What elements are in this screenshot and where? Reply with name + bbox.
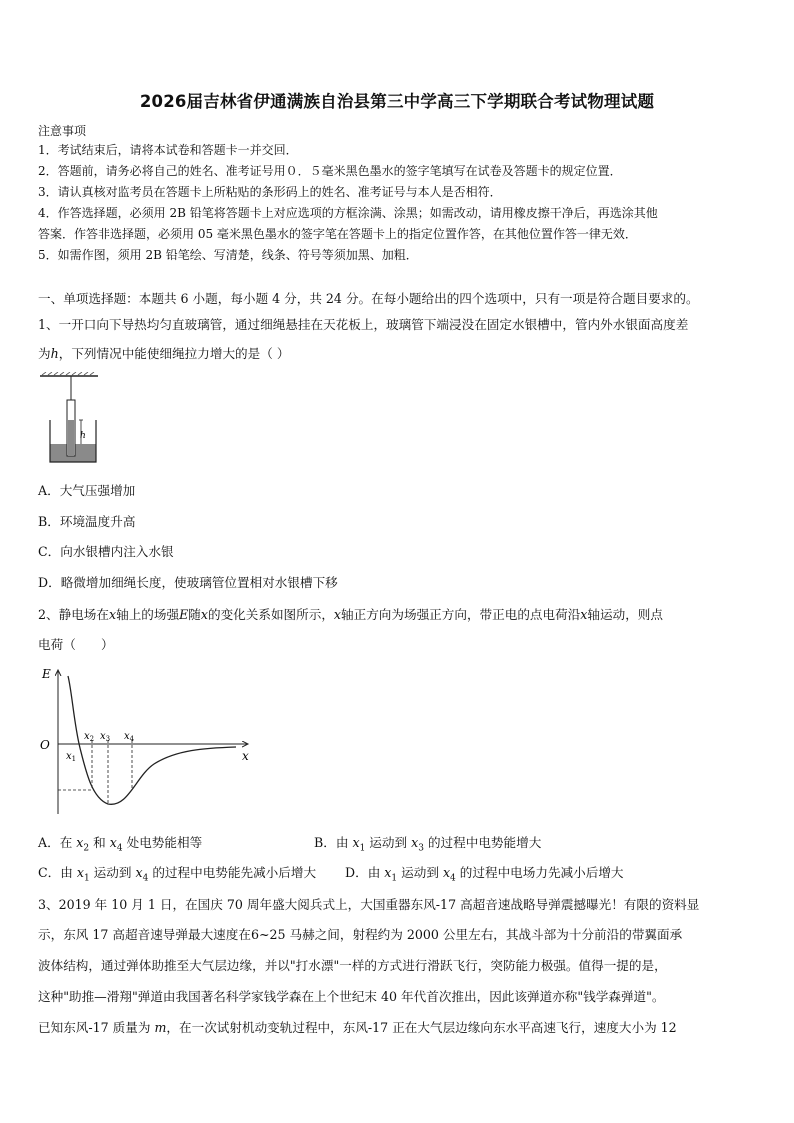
tick-x1: $x_1$	[66, 751, 77, 763]
notice-heading: 注意事项	[38, 124, 87, 138]
tick-x2: $x_2$	[84, 731, 95, 743]
notice-item-2: 2．答题前，请务必将自己的姓名、准考证号用０．５毫米黑色墨水的签字笔填写在试卷及答题卡的规定位置．	[38, 164, 622, 178]
section-heading: 一、单项选择题：本题共 6 小题，每小题 4 分，共 24 分。在每小题给出的四个选项中，只有一项是符合题目要求的。	[38, 291, 699, 306]
q1-tube-figure	[36, 372, 102, 468]
q2-option-b: B．由 $x_1$ 运动到 $x_3$ 的过程中电势能增大	[314, 835, 542, 854]
q2-option-c: C．由 $x_1$ 运动到 $x_4$ 的过程中电势能先减小后增大	[38, 865, 317, 884]
q2-stem-line2: 电荷（ ）	[38, 637, 114, 652]
q1-option-c: C．向水银槽内注入水银	[38, 544, 174, 559]
tick-x3: $x_3$	[100, 731, 111, 743]
q3-line-2: 示，东风 17 高超音速导弹最大速度在6~25 马赫之间，射程约为 2000 公里左右，其战斗部为十分前沿的带翼面承	[38, 927, 683, 942]
q2-option-a: A．在 $x_2$ 和 $x_4$ 处电势能相等	[38, 835, 203, 854]
page-title: 2026届吉林省伊通满族自治县第三中学高三下学期联合考试物理试题	[139, 92, 655, 111]
notice-item-4-cont: 答案．作答非选择题，必须用 05 毫米黑色墨水的签字笔在答题卡上的指定位置作答，在其他位置作答一律无效．	[38, 227, 637, 241]
x-axis-label: x	[242, 749, 249, 763]
q3-line-4: 这种"助推—滑翔"弹道由我国著名科学家钱学森在上个世纪末 40 年代首次推出，因此该弹道亦称"钱学森弹道"。	[38, 989, 665, 1004]
q2-option-d: D．由 $x_1$ 运动到 $x_4$ 的过程中电场力先减小后增大	[345, 865, 624, 884]
notice-item-1: 1．考试结束后，请将本试卷和答题卡一并交回．	[38, 143, 298, 157]
q2-stem-line1: 2、静电场在x轴上的场强E随x的变化关系如图所示，x轴正方向为场强正方向，带正电的点电荷沿x轴运动，则点	[38, 607, 663, 622]
q1-option-a: A．大气压强增加	[38, 483, 136, 498]
q3-line-5: 已知东风-17 质量为 m，在一次试射机动变轨过程中，东风-17 正在大气层边缘向东水平高速飞行，速度大小为 12	[38, 1020, 677, 1035]
q3-line-3: 波体结构，通过弹体助推至大气层边缘，并以"打水漂"一样的方式进行滑跃飞行，突防能力极强。值得一提的是，	[38, 958, 667, 973]
q1-fig-h-label: h	[80, 431, 86, 441]
q1-option-b: B．环境温度升高	[38, 514, 136, 529]
q1-option-d: D．略微增加细绳长度，使玻璃管位置相对水银槽下移	[38, 575, 338, 590]
notice-item-3: 3．请认真核对监考员在答题卡上所粘贴的条形码上的姓名、准考证号与本人是否相符．	[38, 185, 502, 199]
tick-x4: $x_4$	[124, 731, 135, 743]
notice-item-5: 5．如需作图，须用 2B 铅笔绘、写清楚，线条、符号等须加黑、加粗．	[38, 248, 418, 262]
q2-field-graph	[36, 662, 258, 822]
origin-label: O	[40, 738, 50, 752]
notice-item-4: 4．作答选择题，必须用 2B 铅笔将答题卡上对应选项的方框涂满、涂黑；如需改动，请用橡皮擦干净后，再选涂其他	[38, 206, 658, 220]
e-axis-label: E	[42, 667, 51, 681]
q1-stem-line1: 1、一开口向下导热均匀直玻璃管，通过细绳悬挂在天花板上，玻璃管下端浸没在固定水银槽中，管内外水银面高度差	[38, 317, 689, 332]
q1-stem-line2: 为h，下列情况中能使细绳拉力增大的是（ ）	[38, 346, 290, 361]
q3-line-1: 3、2019 年 10 月 1 日，在国庆 70 周年盛大阅兵式上，大国重器东风-17 高超音速战略导弹震撼曝光！有限的资料显	[38, 897, 700, 912]
